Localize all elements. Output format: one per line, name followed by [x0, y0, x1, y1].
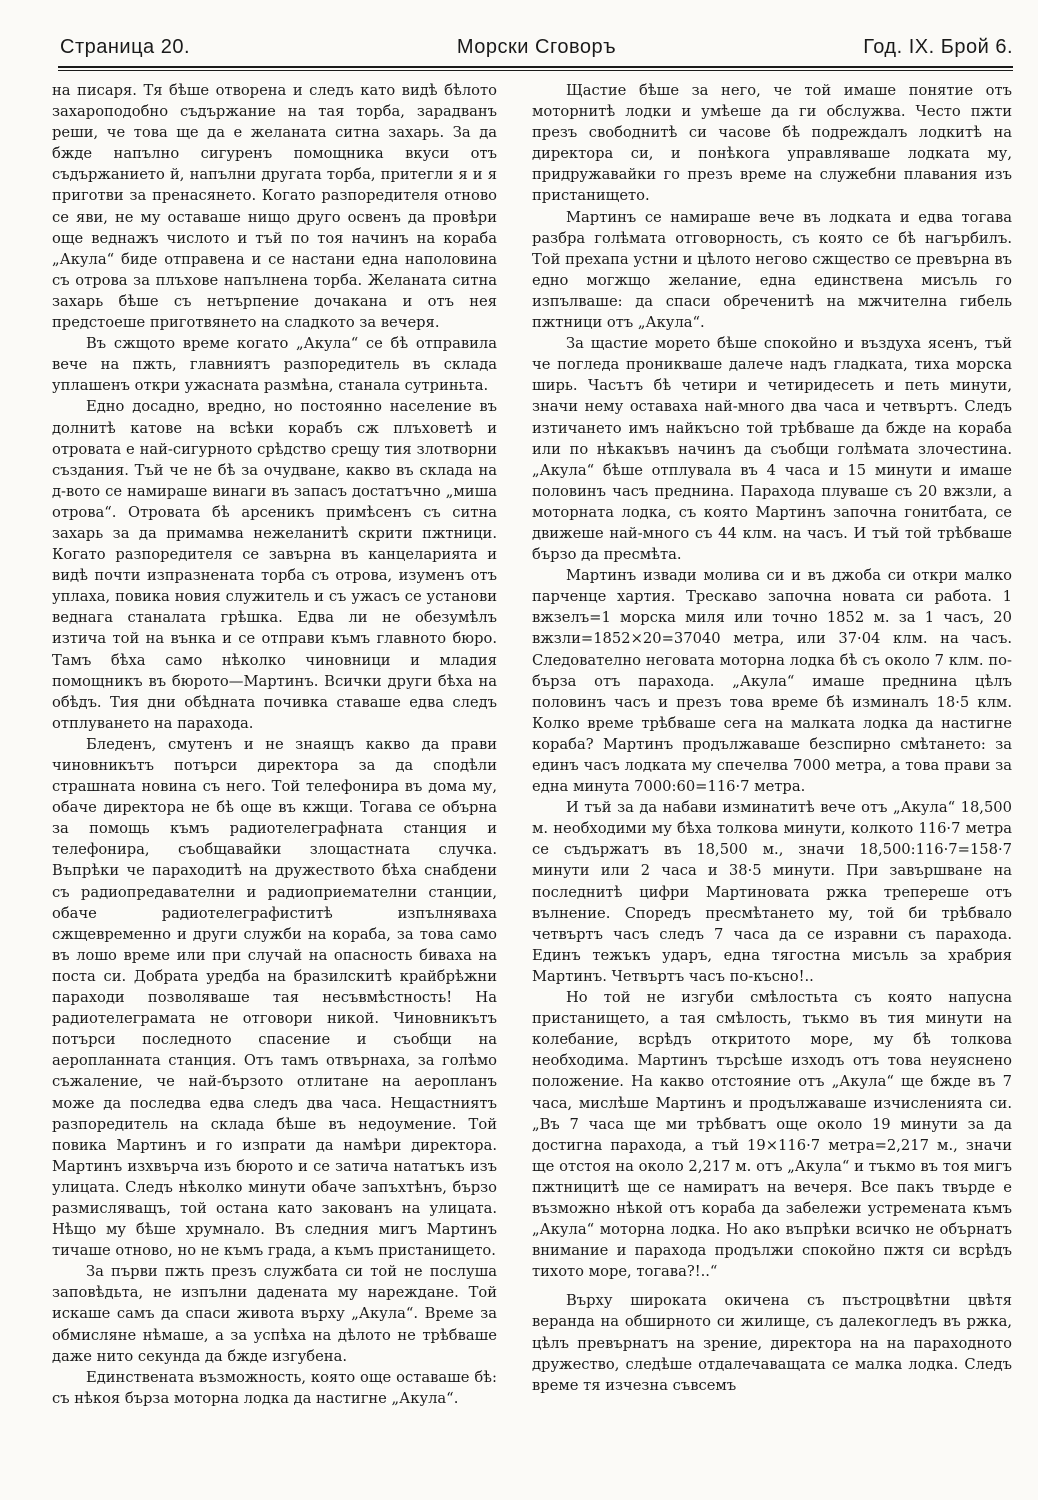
paragraph: Единствената възможность, която още оставаше бѣ: съ нѣкоя бърза моторна лодка да настигне „Акула“. — [52, 1368, 497, 1407]
paragraph: Но той не изгуби смѣлостьта съ която напусна пристанището, а тая смѣлость, тъкмо въ тия минути на колебание, всрѣдъ откритото море, му бѣ толкова необходима. Мартинъ търсѣше изходъ отъ това неуяснено положение. На какво отстояние отъ „Акула“ ще бжде въ 7 часа, мислѣше Мартинъ и продължаваше изчисленията си. „Въ 7 часа ще ми трѣбватъ още около 19 минути за да достигна парахода, а тъй 19×116·7 метра=2,217 м., значи ще отстоя на около 2,217 м. отъ „Акула“ и тъкмо въ тоя мигъ пжтницитѣ ще се намиратъ на вечеря. Все пакъ твърде е възможно нѣкой отъ кораба да забележи устремената къмъ „Акула“ моторна лодка. Но ако въпрѣки всичко не обърнатъ внимание и парахода продължи спокойно пжтя си всрѣдъ тихото море, тогава?!..“ — [532, 989, 1012, 1281]
left-column — [52, 80, 497, 1409]
paragraph: на писаря. Тя бѣше отворена и следъ като видѣ бѣлото захароподобно съдържание на тая торба, зарадванъ реши, че това ще да е желаната ситна захарь. За да бжде напълно сигуренъ помощника вкуси отъ съдържанието й, напълни другата торба, притегли я и я приготви за пренасянето. Когато разпоредителя отново се яви, не му оставаше нищо друго освенъ да провѣри още веднажъ числото и тъй по тоя начинъ на кораба „Акула“ биде отправена и се настани една наполовина съ отрова за плъхове напълнена торба. Желаната ситна захарь бѣше съ нетърпение дочакана и отъ нея предстоеше приготвянето на сладкото за вечеря. — [52, 82, 497, 332]
paragraph: Мартинъ се намираше вече въ лодката и едва тогава разбра голѣмата отговорность, съ която се бѣ нагърбилъ. Той прехапа устни и цѣлото негово сжщество се превърна въ едно могжщо желание, една единствена мисъль го изпълваше: да спаси обреченитѣ на мжчителна гибель пжтници отъ „Акула“. — [532, 208, 1012, 332]
paragraph: За щастие морето бѣше спокойно и въздуха ясенъ, тъй че погледа проникваше далече надъ гладката, тиха морска ширь. Часътъ бѣ четири и четиридесеть и петь минути, значи нему оставаха най-много два часа и четвъртъ. Следъ изтичането имъ найкъсно той трѣбваше да бжде на кораба или по нѣкакъвъ начинъ да съобщи голѣмата злочестина. „Акула“ бѣше отплувала въ 4 часа и 15 минути и имаше половинъ часъ преднина. Парахода плуваше съ 20 вжзли, а моторната лодка, съ която Мартинъ започна гонитбата, се движеше най-много съ 44 клм. на часъ. И тъй той трѣбваше бързо да пресмѣта. — [532, 335, 1012, 564]
paragraph: Въ сжщото време когато „Акула“ се бѣ отправила вече на пжть, главниятъ разпоредитель въ склада уплашенъ откри ужасната размѣна, станала сутриньта. — [52, 335, 497, 395]
paragraph: И тъй за да набави изминатитѣ вече отъ „Акула“ 18,500 м. необходими му бѣха толкова минути, колкото 116·7 метра се съдържатъ въ 18,500 м., значи 18,500:116·7=158·7 минути или 2 часа и 38·5 минути. При завършване на последнитѣ цифри Мартиновата ржка трепереше отъ вълнение. Споредъ пресмѣтането му, той би трѣбвало четвъртъ часъ следъ 7 часа да се изравни съ парахода. Единъ тежъкъ ударъ, една тягостна мисъль за храбрия Мартинъ. Четвъртъ часъ по-късно!.. — [532, 799, 1012, 985]
header-rule — [58, 66, 1013, 68]
header-rule-thin — [58, 70, 1013, 71]
paragraph: Върху широката окичена съ пъстроцвѣтни цвѣтя веранда на обширното си жилище, съ далекогледъ въ ржка, цѣлъ превърнатъ на зрение, директора на на параходното дружество, следѣше отдалечаващата се малка лодка. Следъ време тя изчезна съвсемъ — [532, 1292, 1012, 1394]
paragraph: Едно досадно, вредно, но постоянно население въ долнитѣ катове на всѣки корабъ сж плъховетѣ и отровата е най-сигурното срѣдство срещу тия злотворни създания. Тъй че не бѣ за очудване, какво въ склада на д-вото се намираше винаги въ запасъ достатъчно „миша отрова“. Отровата бѣ арсеникъ примѣсенъ съ ситна захарь за да примамва нежеланитѣ скрити пжтници. Когато разпоредителя се завърна въ канцеларията и видѣ почти изпразнената торба съ отрова, изуменъ отъ уплаха, повика новия служитель и съ ужасъ се установи веднага станалата грѣшка. Едва ли не обезумѣлъ изтича той на вънка и се отправи къмъ главното бюро. Тамъ бѣха само нѣколко чиновници и младия помощникъ въ бюрото—Мартинъ. Всички други бѣха на обѣдъ. Тия дни обѣдната почивка ставаше едва следъ отплуването на парахода. — [52, 398, 497, 732]
paragraph: Мартинъ извади молива си и въ джоба си откри малко парченце хартия. Трескаво започна новата си работа. 1 вжзелъ=1 морска миля или точно 1852 м. за 1 часъ, 20 вжзли=1852×20=37040 метра, или 37·04 клм. на часъ. Следователно неговата моторна лодка бѣ съ около 7 клм. по-бърза отъ парахода. „Акула“ имаше преднина цѣлъ половинъ часъ и презъ това време бѣ изминалъ 18·5 клм. Колко време трѣбваше сега на малката лодка да настигне кораба? Мартинъ продължаваше безспирно смѣтането: за единъ часъ лодката му спечелва 7000 метра, а това прави за една минута 7000:60=116·7 метра. — [532, 567, 1012, 796]
publication-title: Морски Сговоръ — [456, 36, 617, 58]
paragraph: За първи пжть презъ службата си той не послуша заповѣдьта, не изпълни дадената му нареждане. Той искаше самъ да спаси живота върху „Акула“. Време за обмисляне нѣмаше, а за успѣха на дѣлото не трѣбваше даже нито секунда да бжде изгубена. — [52, 1263, 497, 1365]
issue-info: Год. IX. Брой 6. — [863, 36, 1013, 58]
right-column — [532, 80, 1012, 1396]
paragraph: Щастие бѣше за него, че той имаше понятие отъ моторнитѣ лодки и умѣеше да ги обслужва. Често пжти презъ свободнитѣ си часове бѣ подреждалъ лодкитѣ на директора си, и понѣкога управляваше лодката му, придружавайки го презъ време на служебни плавания изъ пристанището. — [532, 82, 1012, 205]
page-number: Страница 20. — [60, 36, 191, 58]
paragraph: Бледенъ, смутенъ и не знаящъ какво да прави чиновникътъ потърси директора за да сподѣли страшната новина съ него. Той телефонира въ дома му, обаче директора не бѣ още въ кжщи. Тогава се обърна за помощь къмъ радиотелеграфната станция и телефонира, съобщавайки злощастната случка. Въпрѣки че параходитѣ на дружеството бѣха снабдени съ радиопредавателни и радиоприемателни станции, обаче радиотелеграфиститѣ изпълняваха сжщевременно и други служби на кораба, за това само въ лошо време или при случай на опасность биваха на поста си. Добрата уредба на бразилскитѣ крайбрѣжни параходи позволяваше тая несъвмѣстность! На радиотелеграмата не отговори никой. Чиновникътъ потърси последното спасение и съобщи на аеропланната станция. Отъ тамъ отвърнаха, за голѣмо съжаление, че най-бързото отлитане на аеропланъ може да последва едва следъ два часа. Нещастниятъ разпоредитель на склада бѣше въ недоумение. Той повика Мартинъ и го изпрати да намѣри директора. Мартинъ изхвърча изъ бюрото и се затича нататъкъ изъ улицата. Следъ нѣколко минути обаче запъхтѣнъ, бързо размисляващъ, той остана като закованъ на улицата. Нѣщо му бѣше хрумнало. Въ следния мигъ Мартинъ тичаше отново, но не къмъ града, а къмъ пристанището. — [52, 735, 497, 1260]
page-header — [60, 30, 1013, 64]
